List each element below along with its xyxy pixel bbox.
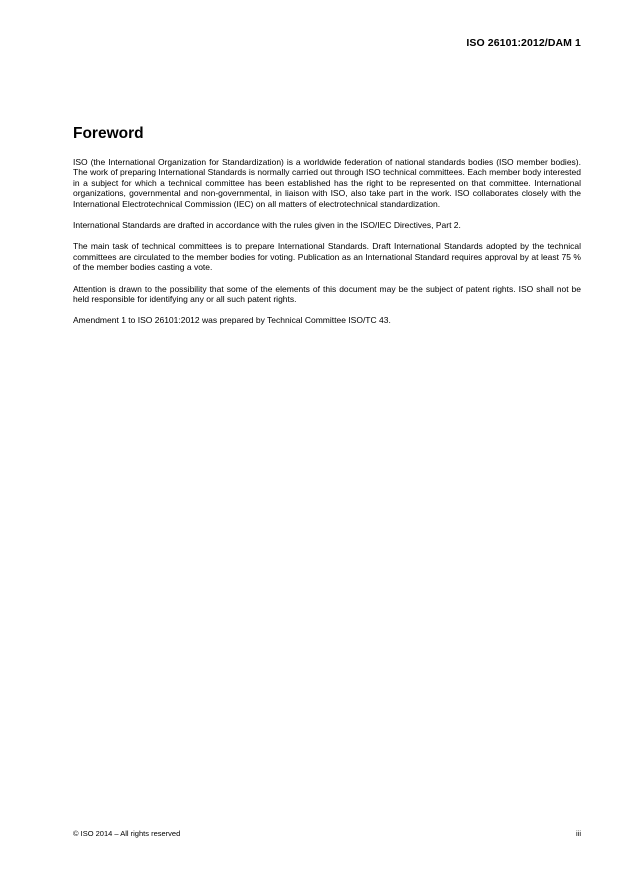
- section-title: Foreword: [73, 125, 144, 142]
- page-number: iii: [576, 829, 581, 838]
- paragraph-amendment: Amendment 1 to ISO 26101:2012 was prepared by Technical Committee ISO/TC 43.: [73, 315, 391, 326]
- foreword-body: [73, 157, 581, 337]
- copyright-notice: © ISO 2014 – All rights reserved: [73, 829, 181, 838]
- paragraph-directives: International Standards are drafted in accordance with the rules given in the ISO/IEC Directives, Part 2.: [73, 220, 461, 231]
- paragraph-committee-task: The main task of technical committees is to prepare International Standards. Draft International Standards adopted by the technical committees are circulated to the member bodies for voting. Publication as an International Standard requires approval by at least 75 % of the member bodies casting a vote.: [73, 241, 581, 273]
- paragraph-iso-overview: ISO (the International Organization for Standardization) is a worldwide federation of national standards bodies (ISO member bodies). The work of preparing International Standards is normally carried out through ISO technical committees. Each member body interested in a subject for which a technical committee has been established has the right to be represented on that committee. International organizations, governmental and non-governmental, in liaison with ISO, also take part in the work. ISO collaborates closely with the International Electrotechnical Commission (IEC) on all matters of electrotechnical standardization.: [73, 157, 581, 209]
- paragraph-patent-rights: Attention is drawn to the possibility that some of the elements of this document may be the subject of patent rights. ISO shall not be held responsible for identifying any or all such patent rights.: [73, 283, 581, 305]
- document-identifier: ISO 26101:2012/DAM 1: [466, 37, 581, 49]
